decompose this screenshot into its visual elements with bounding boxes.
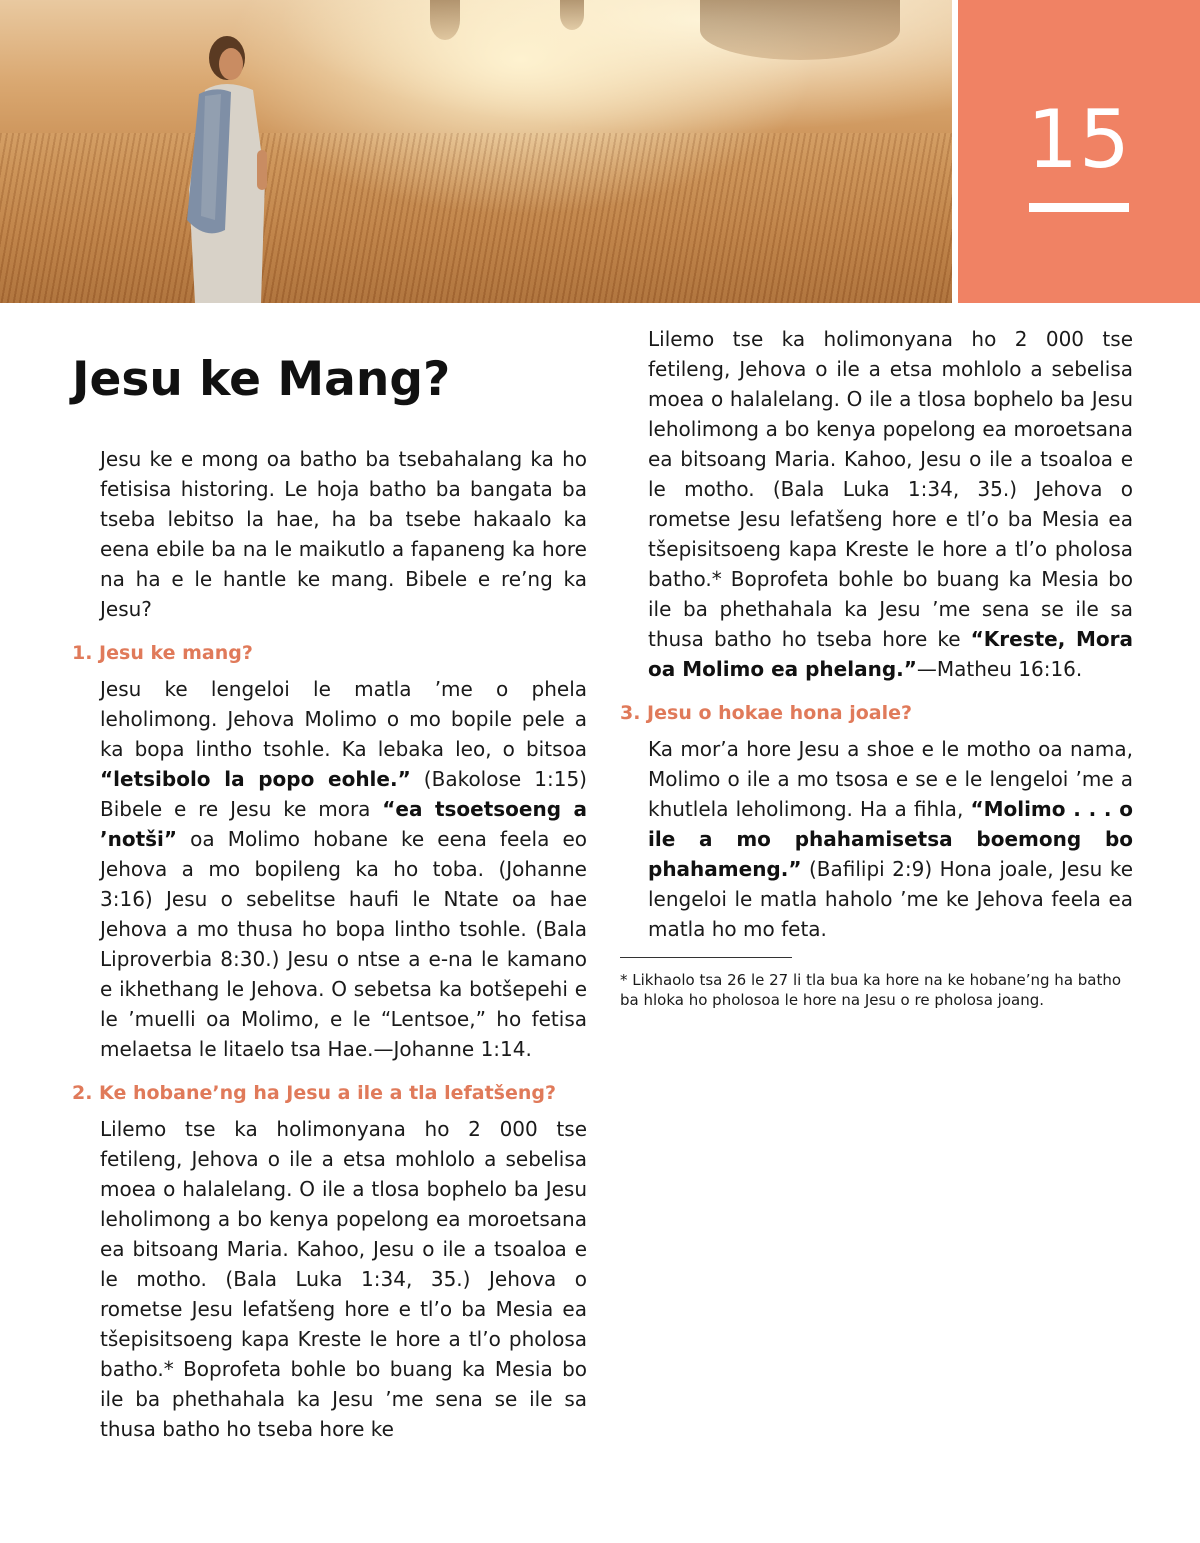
question-2-paragraph-continued: Lilemo tse ka holimonyana ho 2 000 tse fetileng, Jehova o ile a etsa mohlolo a sebelisa moea o halalelang. O ile a tlosa bophelo ba Jesu leholimong a bo kenya popelong ea moroetsana ea bitsoang Maria. Kahoo, Jesu o ile a tsoaloa e le motho. (Bala Luka 1:34, 35.) Jehova o rometse Jesu lefatšeng hore e tl’o ba Mesia ea tšepisitsoeng kapa Kreste le hore a tl’o pholosa batho.* Boprofeta bohle bo buang ka Mesia bo ile ba phethahala ka Jesu ’me sena se ile sa thusa batho ho tseba hore ke “Kreste, Mora oa Molimo ea phelang.”—Matheu 16:16.	[648, 327, 1133, 681]
question-2-heading: 2. Ke hobane’ng ha Jesu a ile a tla lefatšeng?	[72, 1082, 557, 1104]
chapter-badge	[958, 0, 1200, 303]
hero-photo	[0, 0, 952, 303]
walking-man-figure	[165, 30, 285, 303]
left-column	[72, 444, 587, 1441]
question-3-heading: 3. Jesu o hokae hona joale?	[620, 702, 913, 724]
intro-paragraph: Jesu ke e mong oa batho ba tsebahalang ka ho fetisisa historing. Le hoja batho ba bangata ba tseba lebitso la hae, ha ba tsebe hakaalo ka eena ebile ba na le maikutlo a fapaneng ka hore na ha e le hantle ke mang. Bibele e re’ng ka Jesu?	[100, 447, 587, 621]
page-title: Jesu ke Mang?	[72, 352, 451, 407]
chapter-underline	[1029, 203, 1129, 212]
footnote: * Likhaolo tsa 26 le 27 li tla bua ka hore na ke hobane’ng ha batho ba hloka ho pholosoa le hore na Jesu o re pholosa joang.	[620, 971, 1122, 1009]
chapter-number: 15	[1027, 93, 1131, 186]
question-1-paragraph: Jesu ke lengeloi le matla ’me o phela leholimong. Jehova Molimo o mo bopile pele a ka bopa lintho tsohle. Ka lebaka leo, o bitsoa “letsibolo la popo eohle.” (Bakolose 1:15) Bibele e re Jesu ke mora “ea tsoetsoeng a ’notši” oa Molimo hobane ke eena feela eo Jehova a mo bopileng ka ho toba. (Johanne 3:16) Jesu o sebelitse haufi le Ntate oa hae Jehova a mo thusa ho bopa lintho tsohle. (Bala Liproverbia 8:30.) Jesu o ntse a e-na le kamano e ikhethang le Jehova. O sebetsa ka botšepehi e le ’muelli oa Molimo, e le “Lentsoe,” ho fetisa melaetsa le litaelo tsa Hae.—Johanne 1:14.	[100, 677, 587, 1061]
question-2-paragraph-start: Lilemo tse ka holimonyana ho 2 000 tse fetileng, Jehova o ile a etsa mohlolo a sebelisa moea o halalelang. O ile a tlosa bophelo ba Jesu leholimong a bo kenya popelong ea moroetsana ea bitsoang Maria. Kahoo, Jesu o ile a tsoaloa e le motho. (Bala Luka 1:34, 35.) Jehova o rometse Jesu lefatšeng hore e tl’o ba Mesia ea tšepisitsoeng kapa Kreste le hore a tl’o pholosa batho.* Boprofeta bohle bo buang ka Mesia bo ile ba phethahala ka Jesu ’me sena se ile sa thusa batho ho tseba hore ke	[100, 1117, 587, 1441]
question-1-heading: 1. Jesu ke mang?	[72, 642, 253, 664]
question-3-paragraph: Ka mor’a hore Jesu a shoe e le motho oa nama, Molimo o ile a mo tsosa e se e le lengeloi ’me a khutlela leholimong. Ha a fihla, “Molimo . . . o ile a mo phahamisetsa boemong bo phahameng.” (Bafilipi 2:9) Hona joale, Jesu ke lengeloi le matla haholo ’me ke Jehova feela ea matla ho mo feta.	[648, 737, 1133, 941]
footnote-divider	[620, 957, 792, 958]
right-column	[620, 327, 1133, 1010]
